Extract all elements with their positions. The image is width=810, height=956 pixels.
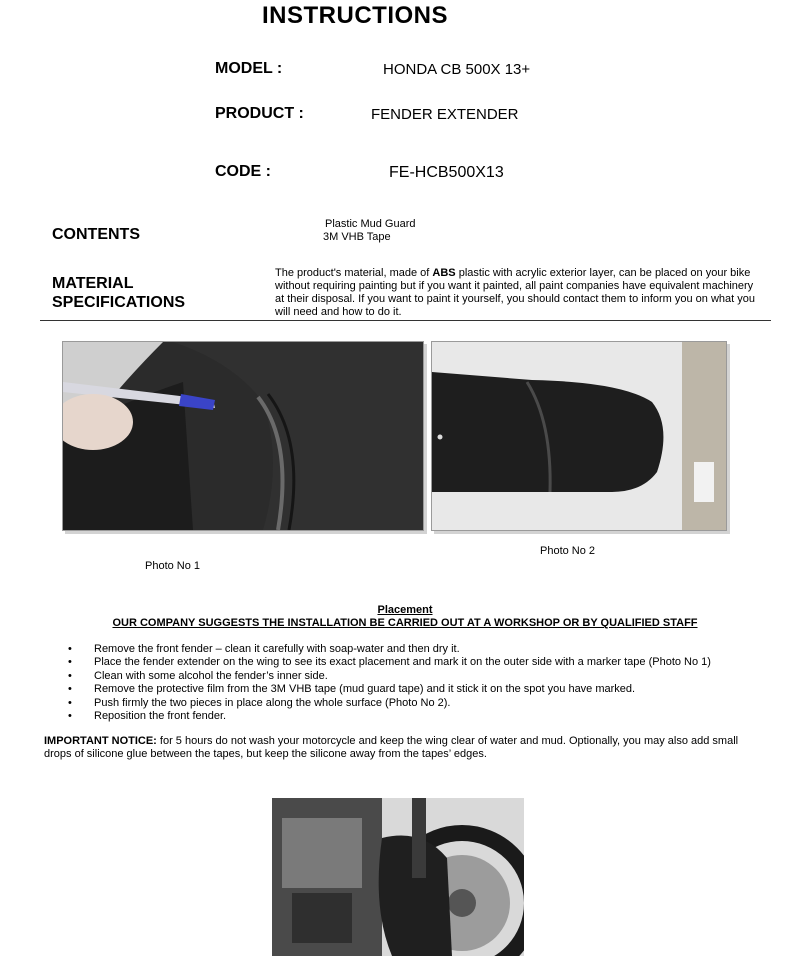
step-item: • Remove the protective film from the 3M VHB tape (mud guard tape) and it stick it on the spot you have marked.	[68, 683, 768, 696]
step-item: • Place the fender extender on the wing to see its exact placement and mark it on the outer side with a marker tape (Photo No 1)	[68, 656, 768, 669]
code-label: CODE :	[215, 163, 271, 180]
page-title: INSTRUCTIONS	[262, 2, 448, 29]
step-item: • Push firmly the two pieces in place along the whole surface (Photo No 2).	[68, 697, 768, 710]
motorcycle-photo	[272, 798, 524, 956]
material-heading-line2: SPECIFICATIONS	[52, 294, 186, 311]
step-item: • Remove the front fender – clean it carefully with soap-water and then dry it.	[68, 643, 768, 656]
step-item: • Reposition the front fender.	[68, 710, 768, 723]
contents-item: Plastic Mud Guard	[325, 218, 416, 230]
notice-label: IMPORTANT NOTICE:	[44, 735, 157, 747]
product-label: PRODUCT :	[215, 105, 304, 122]
material-heading	[52, 274, 185, 312]
photo-1-caption: Photo No 1	[145, 560, 201, 572]
model-value: HONDA CB 500X 13+	[383, 61, 531, 78]
important-notice	[44, 735, 764, 762]
notice-text: for 5 hours do not wash your motorcycle and keep the wing clear of water and mud. Optionally, you may also add small drops of silicone glue between the tapes, but keep the silicone away from the tapes’ edges.	[44, 735, 739, 761]
material-heading-line1: MATERIAL	[52, 275, 134, 292]
placement-heading: Placement	[377, 604, 433, 616]
step-item: • Clean with some alcohol the fender’s inner side.	[68, 670, 768, 683]
material-abs: ABS	[432, 267, 456, 279]
model-label: MODEL :	[215, 60, 283, 77]
section-divider	[40, 320, 771, 321]
installation-steps	[68, 643, 768, 723]
contents-heading: CONTENTS	[52, 226, 140, 243]
photo-2-image	[431, 341, 727, 531]
product-value: FENDER EXTENDER	[371, 106, 519, 123]
photo-1-image	[62, 341, 424, 531]
photo-2-caption: Photo No 2	[540, 545, 596, 557]
contents-item: 3M VHB Tape	[323, 231, 391, 243]
code-value: FE-HCB500X13	[389, 164, 504, 181]
placement-subheading: OUR COMPANY SUGGESTS THE INSTALLATION BE CARRIED OUT AT A WORKSHOP OR BY QUALIFIED STAFF	[112, 617, 698, 629]
material-specification-text: The product's material, made of ABS plastic with acrylic exterior layer, can be placed on your bike without requiring painting but if you want it painted, all paint companies have equivalent machinery at their disposal. If you want to paint it yourself, you should contact them to inform you on what you will need and how to do it.	[275, 267, 755, 318]
